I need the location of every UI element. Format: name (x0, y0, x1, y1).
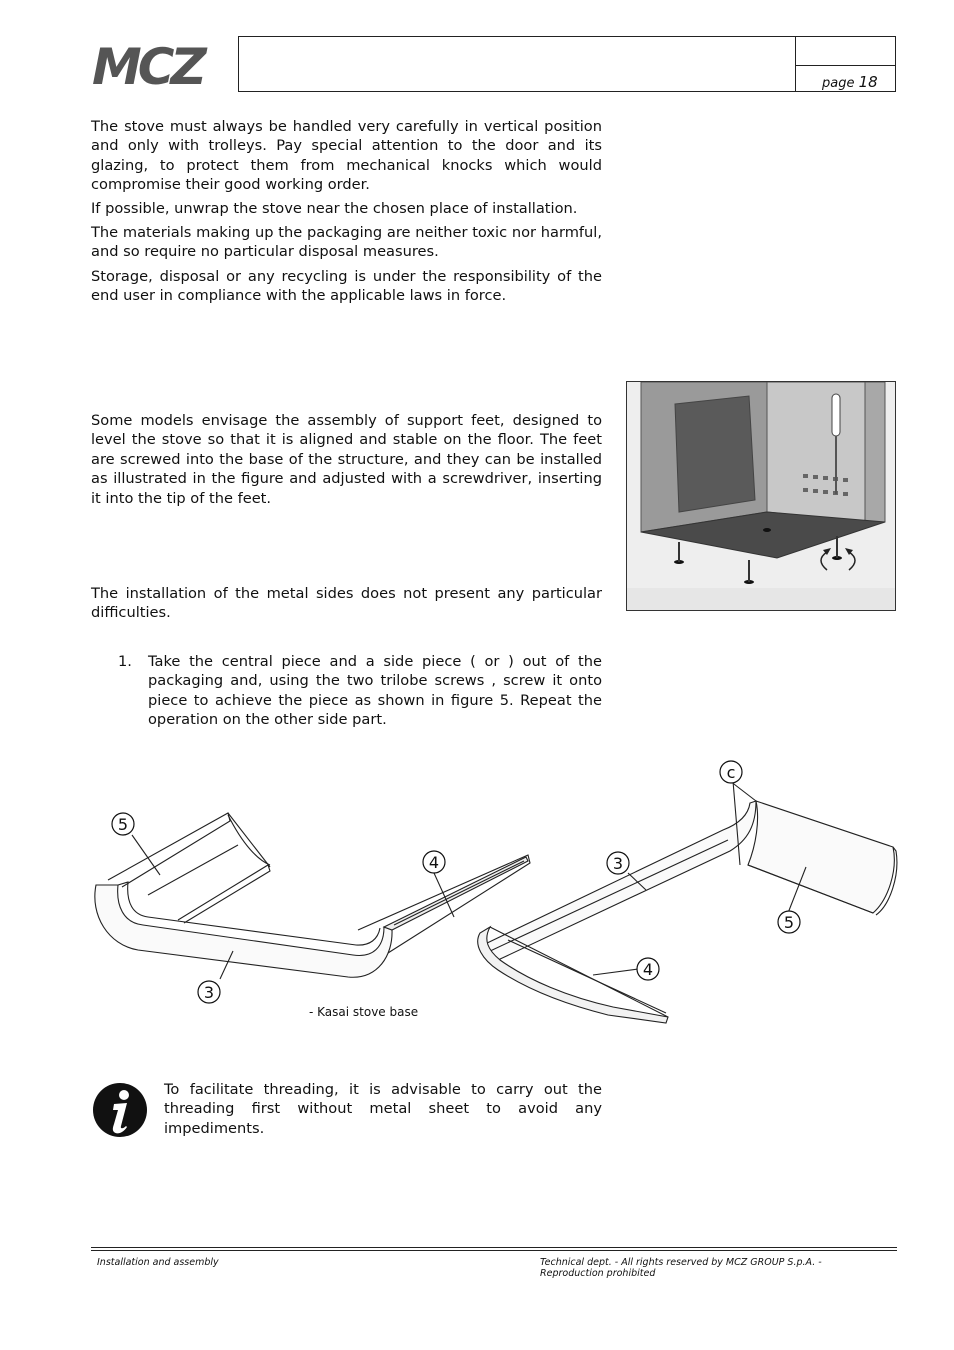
callout-label: 4 (642, 960, 654, 979)
mcz-logo (92, 42, 234, 88)
header-box (238, 36, 896, 92)
stove-base-figure (88, 755, 900, 1030)
step-number: 1. (118, 653, 132, 670)
footer-rule (91, 1250, 897, 1251)
paragraph-disposal: Storage, disposal or any recycling is under the responsibility of the end user in compliance with the applicable laws in force. (91, 268, 602, 305)
callout-label: 4 (428, 853, 440, 872)
footer-copyright: Technical dept. - All rights reserved by MCZ GROUP S.p.A. - Reproduction prohibited (540, 1257, 822, 1279)
footer-rule (91, 1247, 897, 1248)
support-feet-figure (626, 381, 896, 611)
header-divider (795, 36, 796, 92)
callout-label: c (726, 763, 736, 782)
paragraph-unwrap: If possible, unwrap the stove near the chosen place of installation. (91, 200, 578, 217)
logo-text: MCZ (92, 42, 203, 88)
footer-section-title: Installation and assembly (97, 1257, 219, 1268)
info-note-text: To facilitate threading, it is advisable to carry out the threading first without metal sheet to avoid any impediments. (164, 1081, 602, 1137)
page-number: 18 (858, 73, 878, 91)
paragraph-metal-sides: The installation of the metal sides does not present any particular difficulties. (91, 585, 602, 622)
callout-label: 5 (783, 913, 795, 932)
callout-label: 5 (117, 815, 129, 834)
paragraph-support-feet: Some models envisage the assembly of support feet, designed to level the stove so that it is aligned and stable on the floor. The feet are screwed into the base of the structure, and they can be installed as illustrated in the figure and adjusted with a screwdriver, inserting it into the tip of the feet. (91, 412, 602, 507)
paragraph-handling: The stove must always be handled very carefully in vertical position and only with trolleys. Pay special attention to the door and its glazing, to protect them from mechanical knocks which would compromise their good working order. (91, 118, 602, 194)
callout-label: 3 (612, 854, 624, 873)
figure-caption: - Kasai stove base (309, 1005, 419, 1019)
header-divider (795, 65, 896, 66)
step-text: Take the central piece and a side piece ( or ) out of the packaging and, using the two trilobe screws , screw it onto piece to achieve the piece as shown in figure 5. Repeat the operation on the other side part. (148, 653, 602, 729)
callout-label: 3 (203, 983, 215, 1002)
paragraph-packaging: The materials making up the packaging are neither toxic nor harmful, and so require no particular disposal measures. (91, 224, 602, 261)
info-icon (92, 1082, 148, 1138)
page-label: page (822, 76, 855, 91)
page-indicator (822, 73, 878, 91)
